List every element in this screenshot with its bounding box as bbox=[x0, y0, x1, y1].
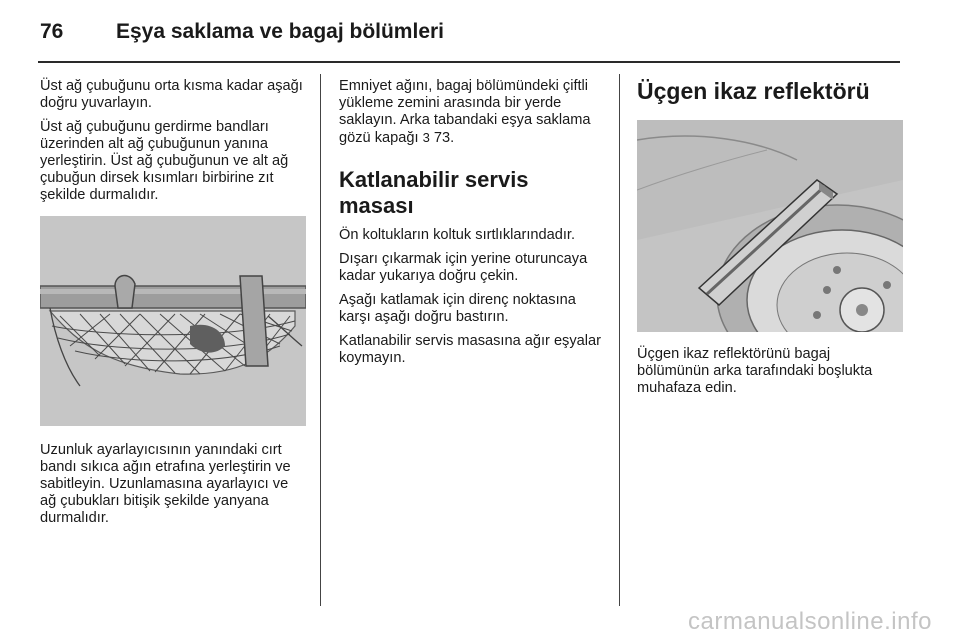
paragraph-storage bbox=[339, 78, 605, 147]
paragraph-pull-out: Dışarı çıkarmak için yerine oturuncaya kadar yukarıya doğru çekin. bbox=[339, 251, 588, 284]
figure-safety-net bbox=[40, 216, 306, 426]
paragraph-no-heavy: Katlanabilir servis masasına ağır eşyalar koymayın. bbox=[339, 333, 601, 366]
paragraph-keep-triangle: Üçgen ikaz reflektörünü bagaj bölümünün arka tarafındaki boşlukta muhafaza edin. bbox=[637, 346, 873, 396]
column-divider-1 bbox=[320, 74, 321, 606]
paragraph-velcro: Uzunluk ayarlayıcısının yanındaki cırt bandı sıkıca ağın etrafına yerleştirin ve sabitleyin. Uzunlamasına ayarlayıcı ve ağ çubukları bitişik şekilde yanyana durmalıdır. bbox=[40, 442, 291, 526]
cross-ref-page: 73. bbox=[433, 130, 455, 146]
column-divider-2 bbox=[619, 74, 620, 606]
paragraph-roll-net: Üst ağ çubuğunu orta kısma kadar aşağı doğru yuvarlayın. bbox=[40, 78, 303, 111]
heading-warning-triangle: Üçgen ikaz reflektörü bbox=[637, 78, 870, 104]
storage-text: Emniyet ağını, bagaj bölümündeki çiftli yükleme zemini arasında bir yerde saklayın. Arka tabandaki eşya saklama gözü kapağı bbox=[339, 78, 591, 146]
paragraph-place-bar: Üst ağ çubuğunu gerdirme bandları üzerinden alt ağ çubuğunun yanına yerleştirin. Üst ağ çubuğunun ve alt ağ çubuğun dirsek kısımları birbirine zıt şekilde durmalıdır. bbox=[40, 119, 289, 203]
footer-watermark: carmanualsonline.info bbox=[688, 608, 932, 635]
page-number: 76 bbox=[40, 20, 64, 43]
column-3 bbox=[637, 78, 903, 404]
column-2 bbox=[339, 78, 605, 374]
warning-triangle-illustration bbox=[637, 120, 903, 332]
column-1 bbox=[40, 78, 306, 534]
cross-ref-icon: 3 bbox=[422, 130, 430, 145]
paragraph-fold-down: Aşağı katlamak için direnç noktasına karşı aşağı doğru bastırın. bbox=[339, 292, 576, 325]
safety-net-illustration bbox=[40, 216, 306, 426]
page-title: Eşya saklama ve bagaj bölümleri bbox=[116, 20, 445, 43]
figure-warning-triangle bbox=[637, 120, 903, 332]
paragraph-location: Ön koltukların koltuk sırtlıklarındadır. bbox=[339, 227, 576, 243]
heading-service-table: Katlanabilir servis masası bbox=[339, 167, 529, 218]
header-rule bbox=[38, 61, 900, 63]
